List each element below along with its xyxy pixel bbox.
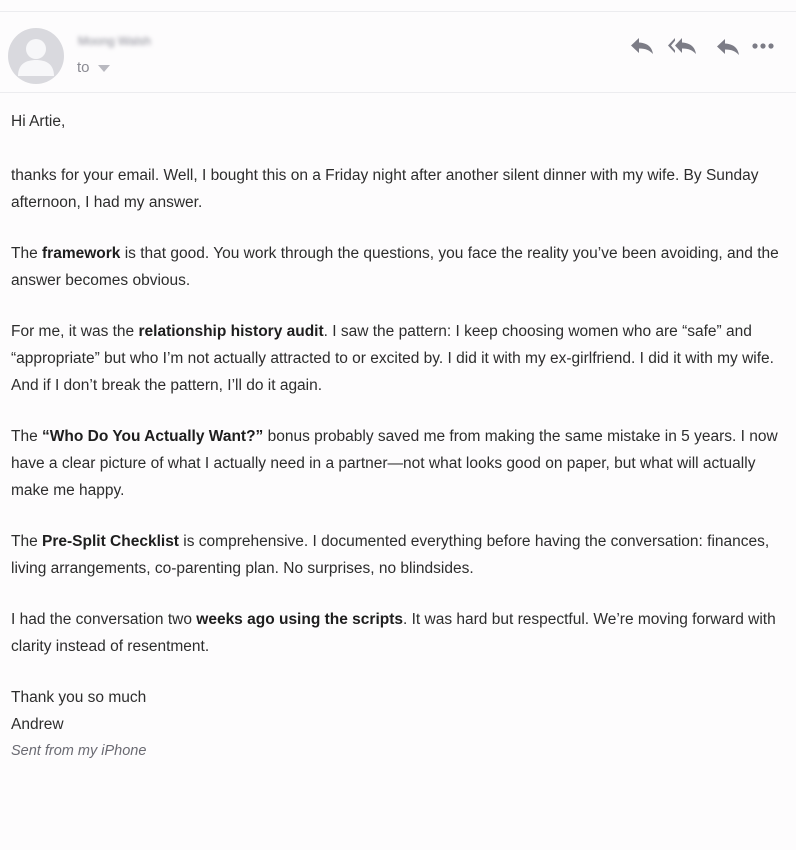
paragraph-6: I had the conversation two weeks ago using the scripts. It was hard but respectful. We’re moving forward with clarity instead of resentment.	[11, 611, 776, 655]
message-actions	[628, 34, 776, 58]
to-label: to	[77, 59, 90, 76]
message-header	[0, 12, 796, 93]
chevron-down-icon[interactable]	[98, 65, 110, 72]
forward-icon	[716, 36, 740, 56]
closing: Thank you so much	[11, 689, 147, 706]
paragraph-5: The Pre-Split Checklist is comprehensive. I documented everything before having the conversation: finances, living arrangements, co-parenting plan. No surprises, no blindsides.	[11, 533, 770, 577]
reply-icon	[630, 36, 654, 56]
message-body	[11, 108, 781, 765]
reply-button[interactable]	[628, 34, 656, 58]
signature: Andrew	[11, 716, 64, 733]
recipients-row[interactable]	[77, 59, 110, 76]
reply-all-icon	[667, 36, 697, 56]
paragraph-4: The “Who Do You Actually Want?” bonus probably saved me from making the same mistake in 5 years. I now have a clear picture of what I actually need in a partner—not what looks good on paper, but what will actually make me happy.	[11, 428, 778, 499]
avatar[interactable]	[8, 28, 64, 84]
more-button[interactable]	[750, 34, 776, 58]
paragraph-1: thanks for your email. Well, I bought this on a Friday night after another silent dinner with my wife. By Sunday afternoon, I had my answer.	[11, 167, 759, 211]
forward-button[interactable]	[714, 34, 742, 58]
greeting: Hi Artie,	[11, 113, 66, 130]
more-icon	[751, 42, 775, 50]
sent-from: Sent from my iPhone	[11, 743, 147, 759]
paragraph-2: The framework is that good. You work through the questions, you face the reality you’ve been avoiding, and the answer becomes obvious.	[11, 245, 779, 289]
sender-name[interactable]: Moong Walsh	[78, 34, 151, 48]
person-icon	[8, 28, 64, 84]
paragraph-3: For me, it was the relationship history audit. I saw the pattern: I keep choosing women who are “safe” and “appropriate” but who I’m not actually attracted to or excited by. I did it with my ex-girlfriend. I did it with my wife. And if I don’t break the pattern, I’ll do it again.	[11, 323, 774, 394]
reply-all-button[interactable]	[666, 34, 698, 58]
